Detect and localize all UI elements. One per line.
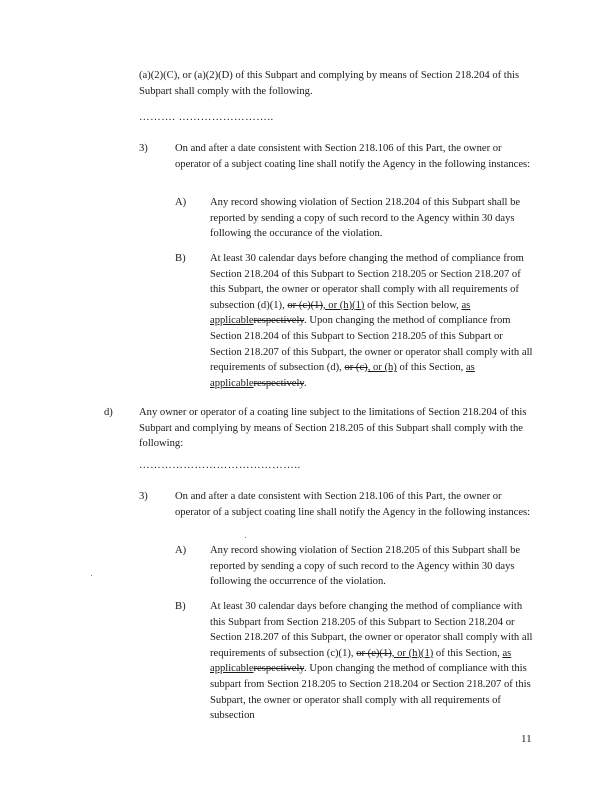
d-paragraph: Any owner or operator of a coating line subject to the limitations of Section 218.204 of this Subpart and complying by means of Section 218.205 of this Subpart shall comply with the following: [139,407,527,450]
d3-label: 3) [139,491,148,502]
d3b-label: B) [175,601,186,612]
d3b-inserted-text: as applicable [210,647,512,675]
d3b-deleted-text: respectively [253,663,305,675]
d3b-inserted-text: , or (h)(1) [391,647,434,659]
c3b-inserted-text: as applicable [210,299,471,327]
c3b-deleted-text: respectively [253,315,305,327]
c3b-text: . Upon changing the method of compliance from Section 218.204 of this Subpart to Section 218.205 of this Subpart or Section 218.207 of this Subpart, the owner or operator shall comply with all requirements of subsection (d), [210,315,533,374]
scan-speck [91,575,92,576]
c3-label: 3) [139,143,148,154]
scan-speck [245,537,246,538]
c3b-deleted-text: or (c) [344,362,368,374]
c3b-inserted-text: , or (h) [367,362,397,374]
c3a-label: A) [175,197,187,208]
d3a-label: A) [175,545,187,556]
c3b-text: At least 30 calendar days before changing the method of compliance from Section 218.204 of this Subpart to Section 218.205 or Section 218.207 of this Subpart, the owner or operator shall comply with all requirements of subsection (d)(1), [210,253,524,311]
c3b-text: . [304,377,307,389]
c3b-paragraph [210,251,535,391]
d3b-deleted-text: or (e)(1) [356,647,392,659]
d-label: d) [104,407,113,418]
c3a-paragraph: Any record showing violation of Section 218.204 of this Subpart shall be reported by sending a copy of such record to the Agency within 30 days following the occurance of the violation. [210,197,521,240]
c3b-deleted-text: or (c)(1) [287,299,323,311]
d3b-text: At least 30 calendar days before changing the method of compliance with this Subpart from Section 218.205 of this Subpart to Section 218.204 or Section 218.207 of this Subpart, the owner or operator shall comply with all requirements of subsection (c)(1), [210,601,533,659]
d3b-paragraph [210,599,535,724]
c3b-label: B) [175,253,186,264]
d3b-text: . Upon changing the method of compliance with this subpart from Section 218.205 to Section 218.204 or Section 218.207 of this Subpart, the owner or operator shall comply with all requirements of subsection [210,663,531,722]
d3-paragraph: On and after a date consistent with Section 218.106 of this Part, the owner or operator of a subject coating line shall notify the Agency in the following instances: [175,491,531,518]
c3b-text: of this Section, [396,362,466,374]
ellipsis-1: ………. …………………….. [139,112,274,123]
c3b-deleted-text: respectively [253,377,305,389]
d3a-paragraph: Any record showing violation of Section 218.205 of this Subpart shall be reported by sending a copy of such record to the Agency within 30 days following the occurrence of the violation. [210,545,521,588]
c3b-inserted-text: , or (h)(1) [322,299,365,311]
ellipsis-2: …………………………………….. [139,460,301,471]
page-number: 11 [521,733,532,745]
intro-paragraph: (a)(2)(C), or (a)(2)(D) of this Subpart and complying by means of Section 218.204 of this Subpart shall comply with the following. [139,70,520,97]
c3b-text: of this Section below, [364,299,462,311]
d3b-text: of this Section, [433,647,503,659]
c3-paragraph: On and after a date consistent with Section 218.106 of this Part, the owner or operator of a subject coating line shall notify the Agency in the following instances: [175,143,531,170]
c3b-inserted-text: as applicable [210,362,475,389]
